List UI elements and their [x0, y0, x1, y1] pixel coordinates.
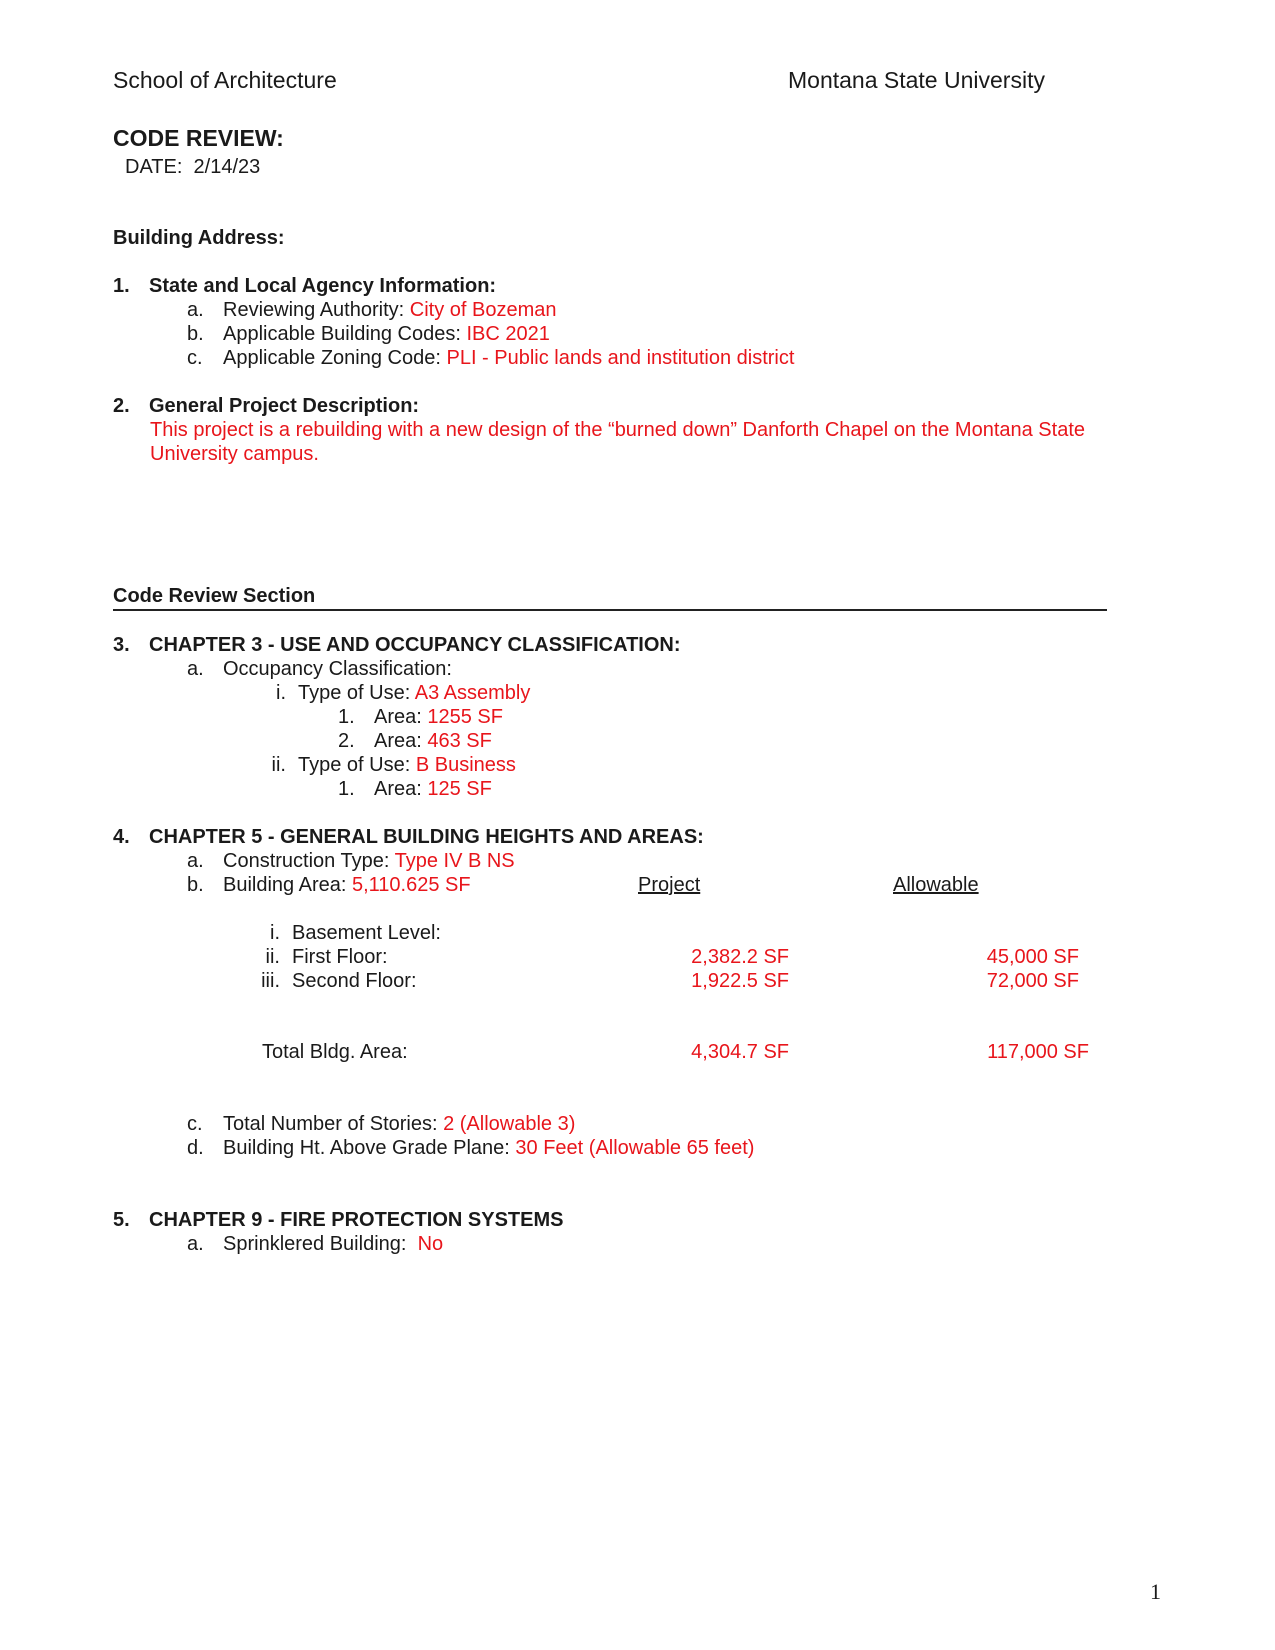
total-allowable-value: 117,000 SF — [987, 1041, 1089, 1063]
row-allowable-value: 45,000 SF — [986, 946, 1079, 968]
item-value: 5,110.625 SF — [351, 874, 471, 896]
list-item — [187, 298, 557, 322]
section-number: 5. — [113, 1209, 130, 1231]
item-value: PLI - Public lands and institution district — [446, 347, 795, 369]
item-label: Type of Use: — [298, 754, 416, 776]
section-4-heading — [113, 825, 704, 849]
column-header-project: Project — [638, 874, 701, 896]
item-value: City of Bozeman — [409, 299, 557, 321]
item-letter: a. — [187, 1233, 204, 1255]
item-letter: d. — [187, 1137, 204, 1159]
list-item — [187, 1112, 575, 1136]
item-label: Total Number of Stories: — [223, 1113, 444, 1135]
row-label: First Floor: — [292, 946, 388, 968]
project-description-line-2: University campus. — [150, 443, 319, 465]
table-row — [250, 969, 417, 993]
section-number: 4. — [113, 826, 130, 848]
item-value: 125 SF — [427, 778, 492, 800]
section-2-heading — [113, 394, 419, 418]
item-letter: a. — [187, 299, 204, 321]
item-letter: a. — [187, 850, 204, 872]
item-label: Construction Type: — [223, 850, 395, 872]
section-title: CHAPTER 9 - FIRE PROTECTION SYSTEMS — [149, 1209, 564, 1231]
total-row-label: Total Bldg. Area: — [262, 1041, 408, 1063]
section-1-heading — [113, 274, 496, 298]
row-label: Basement Level: — [292, 922, 441, 944]
code-review-section-title: Code Review Section — [113, 585, 316, 607]
item-label: Area: — [374, 706, 428, 728]
building-address-label: Building Address: — [113, 227, 285, 249]
list-item — [187, 849, 515, 873]
item-label: Area: — [374, 778, 428, 800]
section-3-heading — [113, 633, 681, 657]
item-number: 1. — [338, 778, 355, 800]
section-title: CHAPTER 5 - GENERAL BUILDING HEIGHTS AND AREAS: — [149, 826, 704, 848]
item-value: 463 SF — [427, 730, 492, 752]
row-allowable-value: 72,000 SF — [986, 970, 1079, 992]
item-label: Applicable Building Codes: — [223, 323, 467, 345]
table-row — [250, 921, 441, 945]
date-label: DATE: — [125, 156, 183, 178]
item-label: Sprinklered Building: — [223, 1233, 418, 1255]
header-right: Montana State University — [788, 67, 1045, 93]
item-value: B Business — [415, 754, 516, 776]
page-number: 1 — [1150, 1579, 1161, 1604]
item-value: 1255 SF — [427, 706, 503, 728]
item-value: 2 (Allowable 3) — [443, 1113, 576, 1135]
list-item — [187, 1232, 443, 1256]
item-letter: b. — [187, 874, 204, 896]
item-label: Applicable Zoning Code: — [223, 347, 447, 369]
item-label: Occupancy Classification: — [223, 658, 452, 680]
page-title: CODE REVIEW: — [113, 125, 284, 151]
section-title: CHAPTER 3 - USE AND OCCUPANCY CLASSIFICATION: — [149, 634, 681, 656]
item-value: 30 Feet (Allowable 65 feet) — [515, 1137, 755, 1159]
item-letter: a. — [187, 658, 204, 680]
date-value: 2/14/23 — [193, 156, 261, 178]
list-item — [262, 681, 530, 705]
list-item — [187, 346, 794, 370]
item-value: IBC 2021 — [466, 323, 550, 345]
list-item — [187, 322, 550, 346]
item-value: A3 Assembly — [414, 682, 531, 704]
item-label: Type of Use: — [298, 682, 415, 704]
item-number: 1. — [338, 706, 355, 728]
row-roman: iii. — [261, 970, 280, 992]
item-label: Area: — [374, 730, 428, 752]
row-roman: ii. — [265, 946, 280, 968]
item-roman: i. — [276, 682, 286, 704]
list-item — [338, 705, 503, 729]
date-line — [125, 155, 260, 179]
item-letter: c. — [187, 347, 203, 369]
section-number: 2. — [113, 395, 130, 417]
item-label: Building Area: — [223, 874, 352, 896]
list-item — [338, 777, 492, 801]
table-row — [250, 945, 388, 969]
header-left: School of Architecture — [113, 67, 337, 93]
list-item — [262, 753, 516, 777]
list-item — [187, 873, 471, 897]
row-project-value: 2,382.2 SF — [691, 946, 789, 968]
section-5-heading — [113, 1208, 563, 1232]
row-project-value: 1,922.5 SF — [691, 970, 789, 992]
section-title: General Project Description: — [149, 395, 420, 417]
row-roman: i. — [270, 922, 280, 944]
project-description-line-1: This project is a rebuilding with a new design of the “burned down” Danforth Chapel on the Montana State — [150, 419, 1085, 441]
item-roman: ii. — [271, 754, 286, 776]
list-item — [187, 657, 452, 681]
item-letter: b. — [187, 323, 204, 345]
section-number: 1. — [113, 275, 130, 297]
item-label: Reviewing Authority: — [223, 299, 410, 321]
column-header-allowable: Allowable — [893, 874, 979, 896]
section-number: 3. — [113, 634, 130, 656]
list-item — [187, 1136, 754, 1160]
total-project-value: 4,304.7 SF — [691, 1041, 789, 1063]
item-value: Type IV B NS — [394, 850, 515, 872]
row-label: Second Floor: — [292, 970, 417, 992]
list-item — [338, 729, 492, 753]
section-title: State and Local Agency Information: — [149, 275, 497, 297]
item-label: Building Ht. Above Grade Plane: — [223, 1137, 516, 1159]
item-letter: c. — [187, 1113, 203, 1135]
item-number: 2. — [338, 730, 355, 752]
item-value: No — [417, 1233, 444, 1255]
section-divider — [113, 609, 1107, 611]
